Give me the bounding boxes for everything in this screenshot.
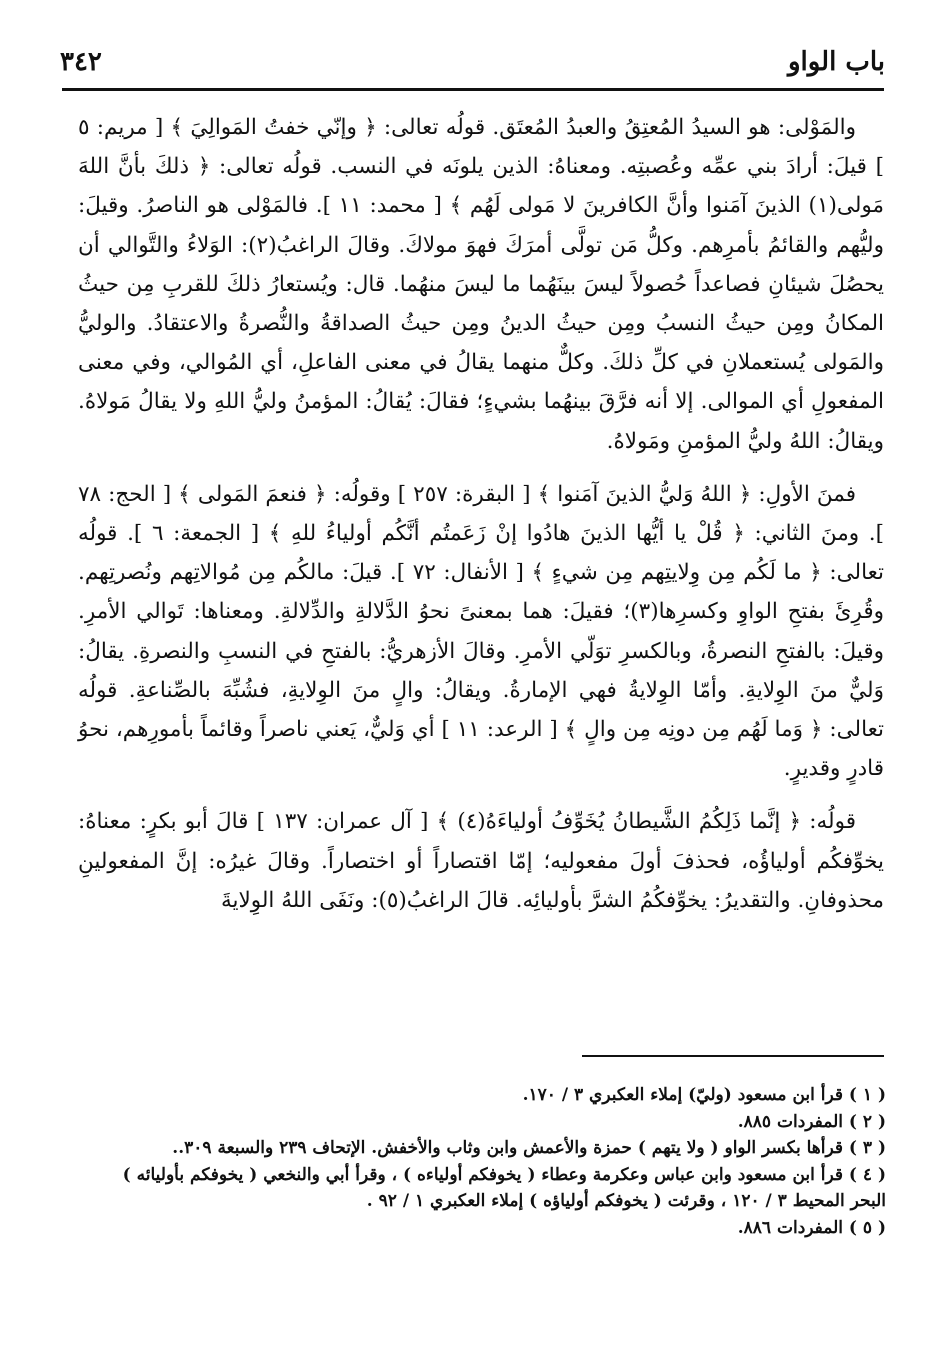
- paragraph: فمنَ الأولِ: ﴿ اللهُ وَليُّ الذينَ آمَنوا ﴾ [ البقرة: ٢٥٧ ] وقولُه: ﴿ فنعمَ المَولى ﴾ [ الحج: ٧٨ ]. ومنَ الثاني: ﴿ قُلْ يا أيُّها الذينَ هادُوا إنْ زَعَمتُم أنَّكُم أولياءُ للهِ ﴾ [ الجمعة: ٦ ]. قولُه تعالى: ﴿ ما لَكُم مِن وِلايتِهم مِن شيءٍ ﴾ [ الأنفال: ٧٢ ]. قيلَ: مالكُم مِن مُوالاتِهم ونُصرتِهم. وقُرِئَ بفتحِ الواوِ وكسرِها(٣)؛ فقيلَ: هما بمعنىً نحوُ الدَّلالةِ والدِّلالةِ. ومعناها: تَوالي الأمرِ. وقيلَ: بالفتحِ النصرةُ، وبالكسرِ توَلّي الأمرِ. وقالَ الأزهريُّ: بالفتحِ في النسبِ والنصرةِ. يقالُ: وَليٌّ منَ الوِلايةِ. وأمّا الوِلايةُ فهي الإمارةُ. ويقالُ: والٍ منَ الوِلايةِ، فشُبِّهَ بالصِّناعةِ. قولُه تعالى: ﴿ وَما لَهُم مِن دونِه مِن والٍ ﴾ [ الرعد: ١١ ] أي وَليٌّ، يَعني ناصراً وقائماً بأمورِهم، نحوُ قادرٍ وقديرٍ.: [78, 481, 884, 782]
- header-rule: [62, 88, 884, 91]
- footnote: [90, 1135, 886, 1162]
- footnote-rule: [582, 1055, 884, 1057]
- footnote-number: ( ٢ ): [848, 1111, 886, 1132]
- footnote-text: قرأها بكسر الواو ( ولا يتهم ) حمزة والأعمش وابن وثاب والأخفش. الإتحاف ٢٣٩ والسبعة ٣٠٩..: [172, 1138, 843, 1158]
- footnote-number: ( ١ ): [848, 1085, 886, 1105]
- footnote-text: قرأ ابن مسعود (وليّ) إملاء العكبري ٣ / ١٧٠.: [522, 1085, 843, 1105]
- footnote: [90, 1082, 886, 1109]
- footnote-number: ( ٣ ): [848, 1138, 886, 1158]
- footnote: [90, 1109, 886, 1136]
- paragraph: قولُه: ﴿ إنَّما ذَلِكُمُ الشَّيطانُ يُخَوِّفُ أولياءَهُ(٤) ﴾ [ آل عمران: ١٣٧ ] قالَ أبو بكرٍ: معناهُ: يخوِّفكُم أولياؤُه، فحذفَ أولَ مفعوليه؛ إمّا اقتصاراً أو اختصاراً. وقالَ غيرُه: إنَّ المفعولينِ محذوفانِ. والتقديرُ: يخوِّفكُمُ الشرَّ بأوليائِه. قالَ الراغبُ(٥): ونَفَى اللهُ الوِلايةَ: [78, 809, 884, 913]
- paragraph: والمَوْلى: هو السيدُ المُعتِقُ والعبدُ المُعتَق. قولُه تعالى: ﴿ وإنّي خفتُ المَوالِيَ ﴾ [ مريم: ٥ ] قيلَ: أرادَ بني عمِّه وعُصبتِه. ومعناهُ: الذين يلونَه في النسب. قولُه تعالى: ﴿ ذلكَ بأنَّ اللهَ مَولى(١) الذينَ آمَنوا وأنَّ الكافرينَ لا مَولى لَهُم ﴾ [ محمد: ١١ ]. فالمَوْلى هو الناصرُ. وقيلَ: وليُّهم والقائمُ بأمرِهم. وكلُّ مَن تولَّى أمرَكَ فهوَ مولاكَ. وقالَ الراغبُ(٢): الوَلاءُ والتَّوالي أن يحصُلَ شيئانِ فصاعداً حُصولاً ليسَ بينَهُما ما ليسَ منهُما. قال: ويُستعارُ ذلكَ للقربِ مِن حيثُ المكانُ ومِن حيثُ النسبُ ومِن حيثُ الدينُ ومِن حيثُ الصداقةُ والنُّصرةُ والاعتقادُ. والوليُّ والمَولى يُستعملانِ في كلِّ ذلكَ. وكلٌّ منهما يقالُ في معنى الفاعلِ، أي المُوالي، وفي معنى المفعولِ أي الموالى. إلا أنه فرَّقَ بينهُما بشيءٍ؛ فقالَ: يُقالُ: المؤمنُ وليُّ اللهِ ولا يقالُ مَولاهُ. ويقالُ: اللهُ وليُّ المؤمنِ ومَولاهُ.: [78, 115, 884, 454]
- chapter-title: باب الواو: [787, 47, 885, 77]
- footnote-text: قرأ ابن مسعود وابن عباس وعكرمة وعطاء ( يخوفكم أولياءه ) ، وقرأ أبي والنخعي ( يخوفكم بأوليائه ) البحر المحيط ٣ / ١٢٠ ، وقرئت ( يخوفكم أولياؤه ) إملاء العكبري ١ / ٩٢ .: [122, 1164, 886, 1211]
- footnote-text: المفردات ٨٨٥.: [737, 1111, 843, 1132]
- footnote: [90, 1162, 886, 1215]
- footnote-text: المفردات ٨٨٦.: [737, 1217, 843, 1238]
- main-text: [78, 108, 884, 934]
- footnotes: [90, 1082, 886, 1241]
- page-header: [60, 38, 885, 86]
- footnote: [90, 1215, 886, 1242]
- footnote-number: ( ٥ ): [848, 1217, 886, 1238]
- footnote-number: ( ٤ ): [848, 1164, 886, 1185]
- page-number: ٣٤٢: [60, 47, 102, 77]
